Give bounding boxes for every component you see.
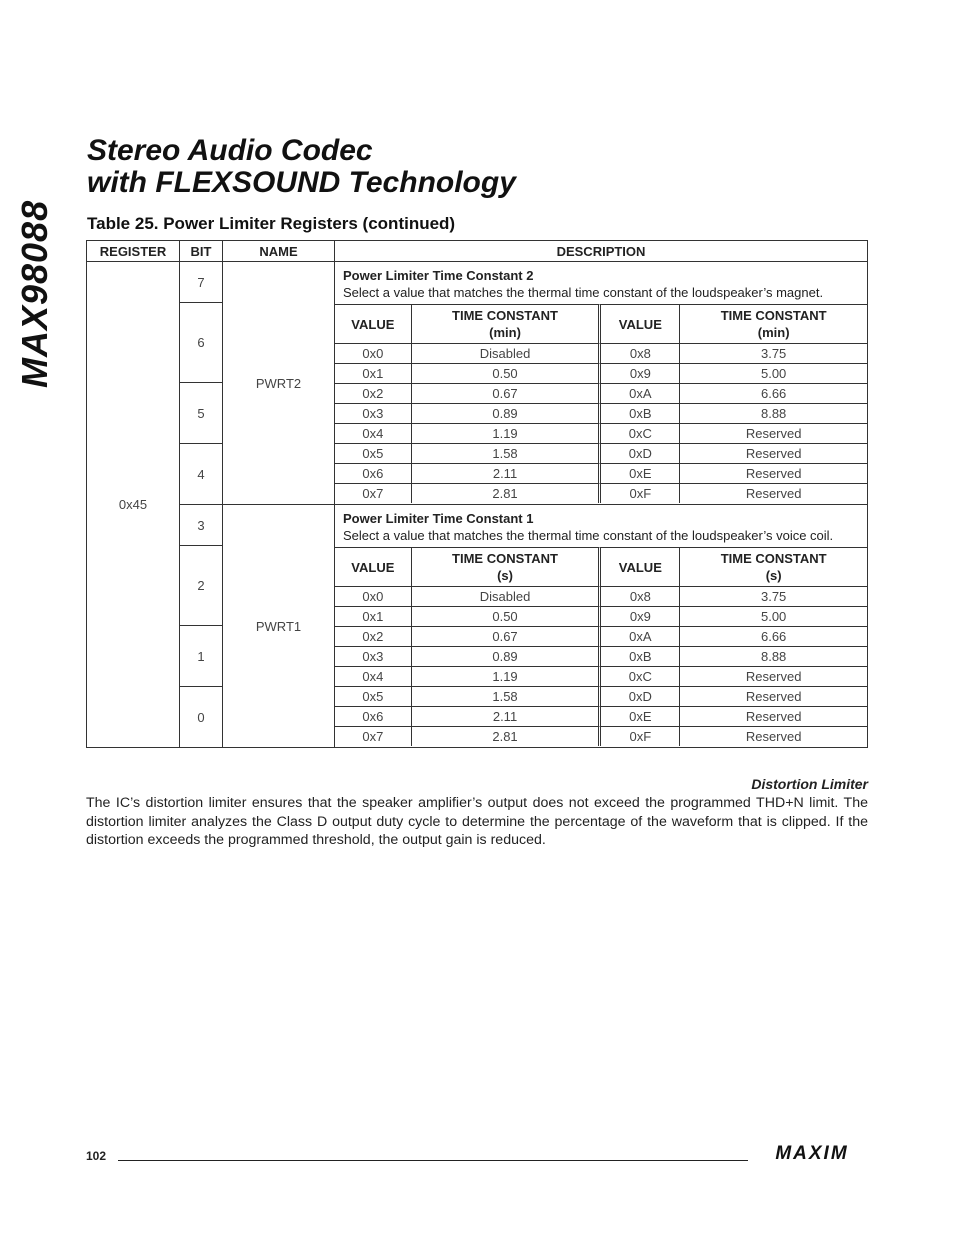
value-header: VALUE — [335, 304, 411, 343]
value-row — [335, 463, 867, 483]
register-value-cell: 0x4 — [335, 423, 411, 443]
tc-header-line1: TIME CONSTANT — [452, 308, 558, 323]
time-constant-cell: 6.66 — [679, 383, 867, 403]
register-value-cell: 0xB — [598, 646, 679, 666]
time-constant-cell: 6.66 — [679, 626, 867, 646]
value-row — [335, 403, 867, 423]
section-heading: Distortion Limiter — [751, 776, 868, 792]
time-constant-cell: 2.81 — [411, 726, 599, 746]
register-value-cell: 0xD — [598, 686, 679, 706]
value-table-header — [335, 304, 867, 343]
tc-header-unit: (s) — [765, 568, 782, 583]
time-constant-cell: 2.81 — [411, 483, 599, 503]
register-value-cell: 0xE — [598, 463, 679, 483]
tc-header-line1: TIME CONSTANT — [452, 551, 558, 566]
time-constant-cell: 5.00 — [679, 606, 867, 626]
value-row — [335, 383, 867, 403]
time-constant-cell: Reserved — [679, 726, 867, 746]
register-value-cell: 0xE — [598, 706, 679, 726]
value-row — [335, 606, 867, 626]
register-value-cell: 0x1 — [335, 363, 411, 383]
maxim-logo — [756, 1144, 868, 1167]
register-value-cell: 0x3 — [335, 646, 411, 666]
time-constant-cell: 2.11 — [411, 706, 599, 726]
value-row — [335, 666, 867, 686]
tc-header-line1: TIME CONSTANT — [720, 551, 827, 566]
time-constant-cell: 8.88 — [679, 646, 867, 666]
time-constant-cell: 1.19 — [411, 666, 599, 686]
register-value-cell: 0xD — [598, 443, 679, 463]
register-value-cell: 0x2 — [335, 626, 411, 646]
register-value-cell: 0xB — [598, 403, 679, 423]
register-value-cell: 0x6 — [335, 706, 411, 726]
field-name: PWRT2 — [223, 262, 335, 505]
description-cell — [335, 262, 868, 505]
header-bit: BIT — [180, 241, 223, 262]
time-constant-cell: 1.19 — [411, 423, 599, 443]
time-constant-cell: 0.67 — [411, 383, 599, 403]
time-constant-cell: 1.58 — [411, 686, 599, 706]
description-title: Power Limiter Time Constant 1 — [343, 511, 534, 526]
bit-cell: 4 — [180, 444, 223, 505]
field-name: PWRT1 — [223, 505, 335, 748]
tc-header-unit: (s) — [497, 568, 513, 583]
time-constant-cell: Disabled — [411, 343, 599, 363]
time-constant-cell: Reserved — [679, 463, 867, 483]
time-constant-cell: Reserved — [679, 423, 867, 443]
register-value-cell: 0xC — [598, 423, 679, 443]
page-number: 102 — [86, 1149, 107, 1163]
value-row — [335, 686, 867, 706]
register-value-cell: 0x2 — [335, 383, 411, 403]
bit-cell: 2 — [180, 546, 223, 626]
register-value-cell: 0xF — [598, 726, 679, 746]
time-constant-cell: Reserved — [679, 706, 867, 726]
value-table-header — [335, 547, 867, 586]
register-value-cell: 0x0 — [335, 343, 411, 363]
register-value-cell: 0xA — [598, 383, 679, 403]
time-constant-cell: Reserved — [679, 686, 867, 706]
time-constant-cell: Reserved — [679, 666, 867, 686]
register-table — [86, 240, 868, 748]
time-constant-cell: 3.75 — [679, 586, 867, 606]
tc-header-unit: (min) — [489, 325, 521, 340]
bit-cell: 5 — [180, 383, 223, 444]
time-constant-cell: Reserved — [679, 483, 867, 503]
time-constant-header — [679, 304, 867, 343]
bit-cell: 3 — [180, 505, 223, 546]
value-row — [335, 626, 867, 646]
bit-cell: 6 — [180, 303, 223, 383]
value-row — [335, 443, 867, 463]
tc-header-line1: TIME CONSTANT — [720, 308, 827, 323]
footer-rule — [118, 1160, 748, 1161]
time-constant-cell: Reserved — [679, 443, 867, 463]
value-header: VALUE — [335, 547, 411, 586]
value-header: VALUE — [598, 547, 679, 586]
document-title-line1: Stereo Audio Codec — [87, 134, 373, 167]
time-constant-header — [679, 547, 867, 586]
header-name: NAME — [223, 241, 335, 262]
logo-wordmark: MAXIM — [775, 1144, 849, 1162]
table-row — [87, 505, 868, 546]
register-value-cell: 0x8 — [598, 586, 679, 606]
time-constant-cell: Disabled — [411, 586, 599, 606]
table-caption: Table 25. Power Limiter Registers (continued) — [87, 214, 456, 233]
time-constant-cell: 5.00 — [679, 363, 867, 383]
value-row — [335, 343, 867, 363]
side-product-title: MAX98088 — [14, 199, 55, 388]
bit-cell: 7 — [180, 262, 223, 303]
description-title: Power Limiter Time Constant 2 — [343, 268, 534, 283]
table-row — [87, 262, 868, 303]
register-value-cell: 0x7 — [335, 483, 411, 503]
value-row — [335, 586, 867, 606]
body-paragraph: The IC’s distortion limiter ensures that the speaker amplifier’s output does not exceed the programmed THD+N limit. The distortion limiter analyzes the Class D output duty cycle to determine the percentage of the waveform that is clipped. If the distortion exceeds the programmed threshold, the output gain is reduced. — [86, 795, 868, 848]
value-table — [335, 304, 867, 503]
header-register: REGISTER — [87, 241, 180, 262]
register-value-cell: 0xA — [598, 626, 679, 646]
register-value-cell: 0x4 — [335, 666, 411, 686]
time-constant-cell: 0.89 — [411, 403, 599, 423]
description-text: Select a value that matches the thermal time constant of the loudspeaker’s magnet. — [343, 285, 824, 300]
register-value-cell: 0x9 — [598, 363, 679, 383]
value-table — [335, 547, 867, 746]
time-constant-cell: 8.88 — [679, 403, 867, 423]
tc-header-unit: (min) — [757, 325, 790, 340]
header-description: DESCRIPTION — [335, 241, 868, 262]
register-value-cell: 0x8 — [598, 343, 679, 363]
time-constant-cell: 1.58 — [411, 443, 599, 463]
time-constant-cell: 0.50 — [411, 606, 599, 626]
value-row — [335, 483, 867, 503]
register-value-cell: 0x0 — [335, 586, 411, 606]
time-constant-cell: 0.50 — [411, 363, 599, 383]
register-value-cell: 0x7 — [335, 726, 411, 746]
register-value-cell: 0x6 — [335, 463, 411, 483]
description-cell — [335, 505, 868, 748]
register-value-cell: 0xC — [598, 666, 679, 686]
register-value-cell: 0x3 — [335, 403, 411, 423]
table-header-row — [87, 241, 868, 262]
register-value-cell: 0x1 — [335, 606, 411, 626]
document-title-line2: with FLEXSOUND Technology — [87, 166, 516, 199]
description-text: Select a value that matches the thermal time constant of the loudspeaker’s voice coil. — [343, 528, 834, 543]
value-row — [335, 726, 867, 746]
time-constant-cell: 3.75 — [679, 343, 867, 363]
time-constant-cell: 2.11 — [411, 463, 599, 483]
value-row — [335, 423, 867, 443]
register-value-cell: 0x5 — [335, 443, 411, 463]
time-constant-cell: 0.67 — [411, 626, 599, 646]
bit-cell: 0 — [180, 687, 223, 748]
register-value-cell: 0x5 — [335, 686, 411, 706]
time-constant-cell: 0.89 — [411, 646, 599, 666]
register-value-cell: 0xF — [598, 483, 679, 503]
time-constant-header — [411, 304, 599, 343]
register-address: 0x45 — [87, 262, 180, 748]
value-row — [335, 646, 867, 666]
value-row — [335, 363, 867, 383]
document-title — [87, 135, 516, 199]
value-row — [335, 706, 867, 726]
bit-cell: 1 — [180, 626, 223, 687]
register-value-cell: 0x9 — [598, 606, 679, 626]
value-header: VALUE — [598, 304, 679, 343]
time-constant-header — [411, 547, 599, 586]
